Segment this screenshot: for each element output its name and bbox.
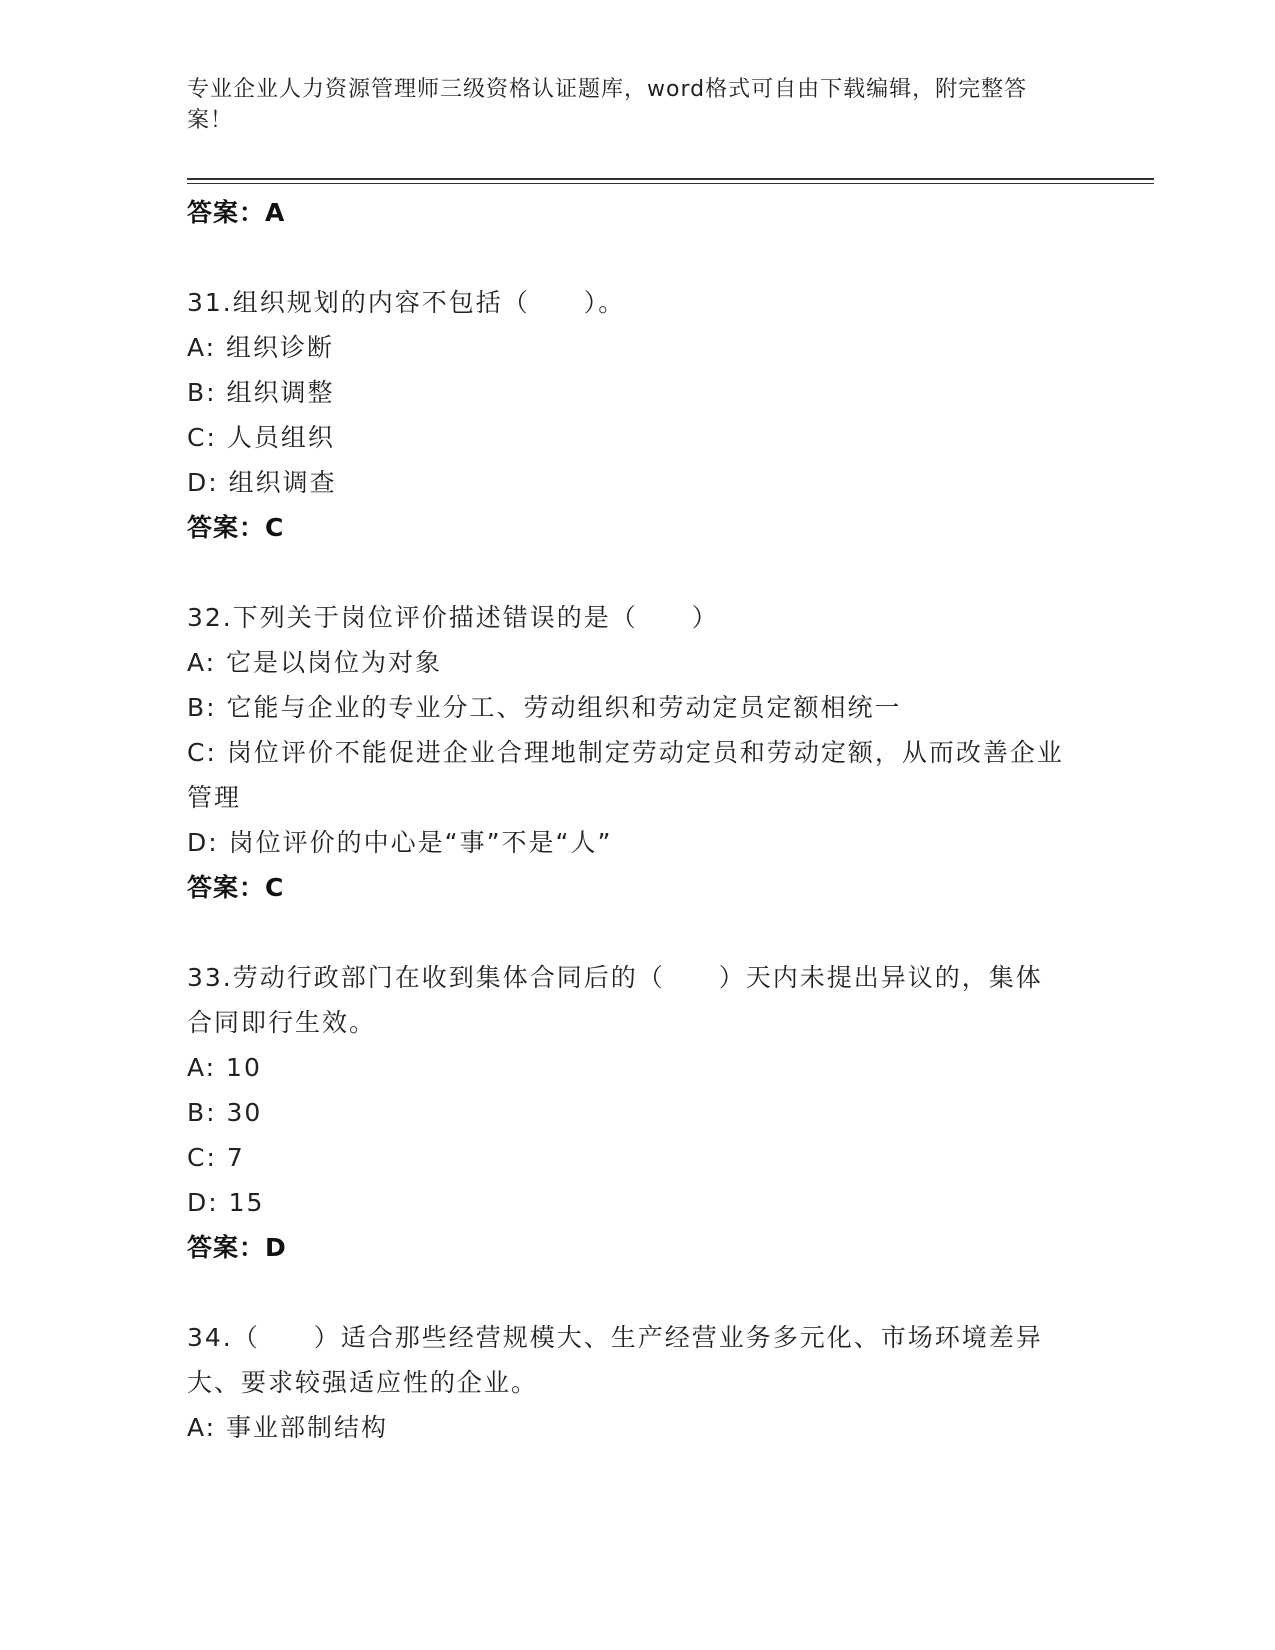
option-c: C: 7 <box>187 1143 245 1172</box>
option-d: D: 岗位评价的中心是“事”不是“人” <box>187 828 613 857</box>
header-note: 专业企业人力资源管理师三级资格认证题库，word格式可自由下载编辑，附完整答案！ <box>187 77 1028 133</box>
option-c: C: 岗位评价不能促进企业合理地制定劳动定员和劳动定额，从而改善企业管理 <box>187 738 1064 812</box>
option-b: B: 它能与企业的专业分工、劳动组织和劳动定员定额相统一 <box>187 693 902 722</box>
option-d: D: 15 <box>187 1188 265 1217</box>
question-stem: 33.劳动行政部门在收到集体合同后的（ ）天内未提出异议的，集体合同即行生效。 <box>187 963 1043 1037</box>
header-divider <box>187 178 1154 180</box>
option-b: B: 组织调整 <box>187 378 335 407</box>
header-divider-thin <box>187 183 1154 184</box>
answer-line: 答案：D <box>187 1233 287 1262</box>
option-a: A: 事业部制结构 <box>187 1413 389 1442</box>
answer-line: 答案：A <box>187 198 286 227</box>
option-c: C: 人员组织 <box>187 423 335 452</box>
question-stem: 34.（ ）适合那些经营规模大、生产经营业务多元化、市场环境差异大、要求较强适应性的企业。 <box>187 1323 1043 1397</box>
option-a: A: 组织诊断 <box>187 333 335 362</box>
option-a: A: 10 <box>187 1053 262 1082</box>
answer-line: 答案：C <box>187 513 285 542</box>
question-stem: 31.组织规划的内容不包括（ ）。 <box>187 288 626 317</box>
option-b: B: 30 <box>187 1098 263 1127</box>
question-content <box>187 190 1087 1450</box>
option-a: A: 它是以岗位为对象 <box>187 648 443 677</box>
answer-line: 答案：C <box>187 873 285 902</box>
question-stem: 32.下列关于岗位评价描述错误的是（ ） <box>187 603 719 632</box>
option-d: D: 组织调查 <box>187 468 337 497</box>
